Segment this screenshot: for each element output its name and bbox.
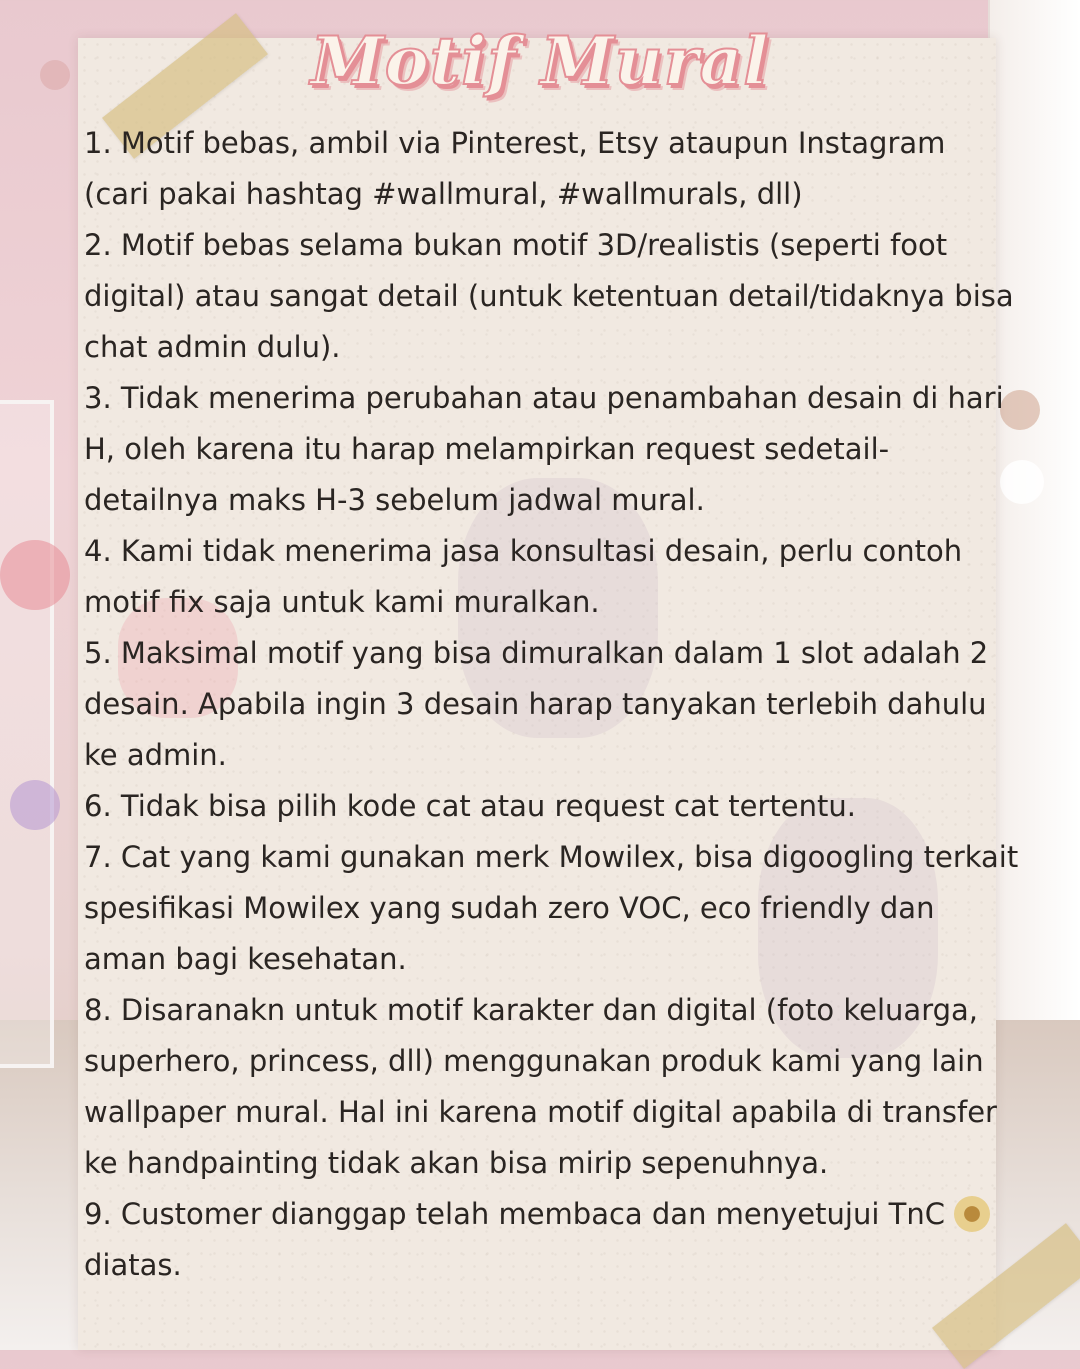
flower-decoration	[10, 780, 60, 830]
terms-item-1: 1. Motif bebas, ambil via Pinterest, Etsy ataupun Instagram (cari pakai hashtag #wallmural, #wallmurals, dll)	[84, 126, 946, 211]
terms-item-7: 7. Cat yang kami gunakan merk Mowilex, bisa digoogling terkait spesifikasi Mowilex yang sudah zero VOC, eco friendly dan aman bagi kesehatan.	[84, 840, 1019, 976]
terms-item-2: 2. Motif bebas selama bukan motif 3D/realistis (seperti foot digital) atau sangat detail (untuk ketentuan detail/tidaknya bisa chat admin dulu).	[84, 228, 1014, 364]
terms-item-3: 3. Tidak menerima perubahan atau penambahan desain di hari H, oleh karena itu harap melampirkan request sedetail-detailnya maks H-3 sebelum jadwal mural.	[84, 381, 1004, 517]
terms-item-9: 9. Customer dianggap telah membaca dan menyetujui TnC diatas.	[84, 1197, 945, 1282]
flower-decoration	[0, 540, 70, 610]
terms-item-5: 5. Maksimal motif yang bisa dimuralkan dalam 1 slot adalah 2 desain. Apabila ingin 3 desain harap tanyakan terlebih dahulu ke admin.	[84, 636, 989, 772]
terms-item-8: 8. Disaranakn untuk motif karakter dan digital (foto keluarga, superhero, princess, dll) menggunakan produk kami yang lain wallpaper mural. Hal ini karena motif digital apabila di transfer ke handpainting tidak akan bisa mirip sepenuhnya.	[84, 993, 997, 1180]
terms-item-4: 4. Kami tidak menerima jasa konsultasi desain, perlu contoh motif fix saja untuk kami muralkan.	[84, 534, 963, 619]
terms-item-6: 6. Tidak bisa pilih kode cat atau request cat tertentu.	[84, 789, 856, 823]
shelf-left	[0, 400, 54, 1068]
page-title: Motif Mural	[310, 22, 770, 100]
terms-list	[84, 118, 1019, 1291]
